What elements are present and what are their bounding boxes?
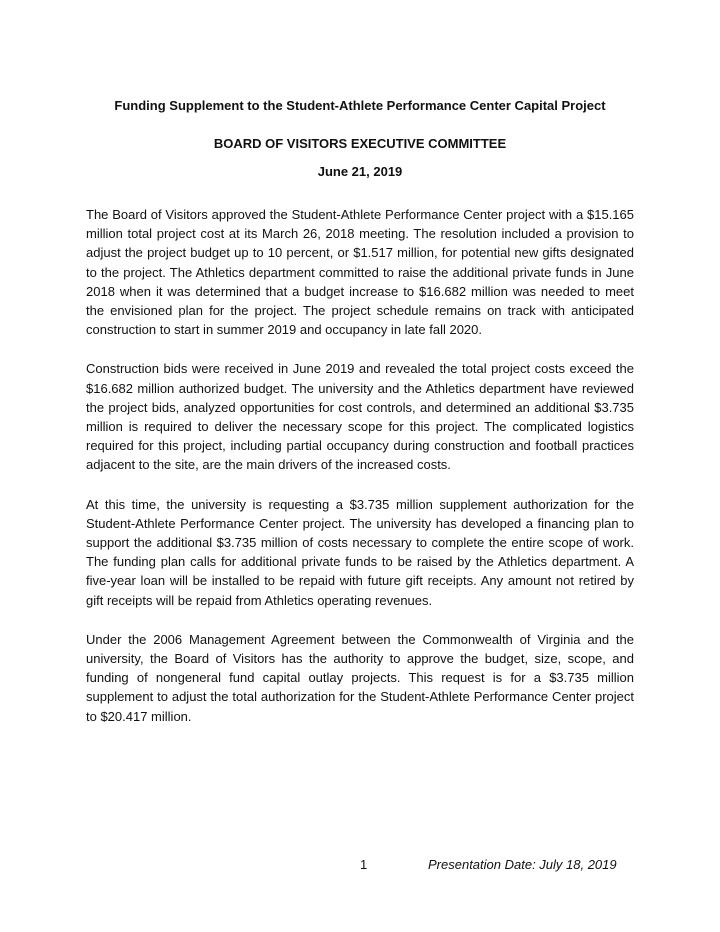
meeting-date: June 21, 2019 (317, 164, 403, 179)
presentation-date: Presentation Date: July 18, 2019 (428, 857, 617, 872)
committee-heading: BOARD OF VISITORS EXECUTIVE COMMITTEE (213, 136, 507, 151)
paragraph-supplement-request: At this time, the university is requesting a $3.735 million supplement authorization for the Student-Athlete Performance Center project. The university has developed a financing plan to support the additional $3.735 million of costs necessary to complete the entire scope of work. The funding plan calls for additional private funds to be raised by the Athletics department. A five-year loan will be installed to be repaid with future gift receipts. Any amount not retired by gift receipts will be repaid from Athletics operating revenues. (86, 496, 634, 608)
document-body (86, 205, 634, 746)
paragraph-authority: Under the 2006 Management Agreement between the Commonwealth of Virginia and the university, the Board of Visitors has the authority to approve the budget, size, scope, and funding of nongeneral fund capital outlay projects. This request is for a $3.735 million supplement to adjust the total authorization for the Student-Athlete Performance Center project to $20.417 million. (86, 631, 634, 724)
paragraph-construction-bids: Construction bids were received in June 2019 and revealed the total project costs exceed the $16.682 million authorized budget. The university and the Athletics department have reviewed the project bids, analyzed opportunities for cost controls, and determined an additional $3.735 million is required to deliver the necessary scope for this project. The complicated logistics required for this project, including partial occupancy during construction and football practices adjacent to the site, are the main drivers of the increased costs. (86, 361, 634, 473)
page-number: 1 (360, 857, 368, 872)
document-title: Funding Supplement to the Student-Athlete Performance Center Capital Project (114, 98, 606, 113)
paragraph-approval: The Board of Visitors approved the Student-Athlete Performance Center project with a $15.165 million total project cost at its March 26, 2018 meeting. The resolution included a provision to adjust the project budget up to 10 percent, or $1.517 million, for potential new gifts designated to the project. The Athletics department committed to raise the additional private funds in June 2018 when it was determined that a budget increase to $16.682 million was needed to meet the envisioned plan for the project. The project schedule remains on track with anticipated construction to start in summer 2019 and occupancy in late fall 2020. (86, 207, 634, 338)
